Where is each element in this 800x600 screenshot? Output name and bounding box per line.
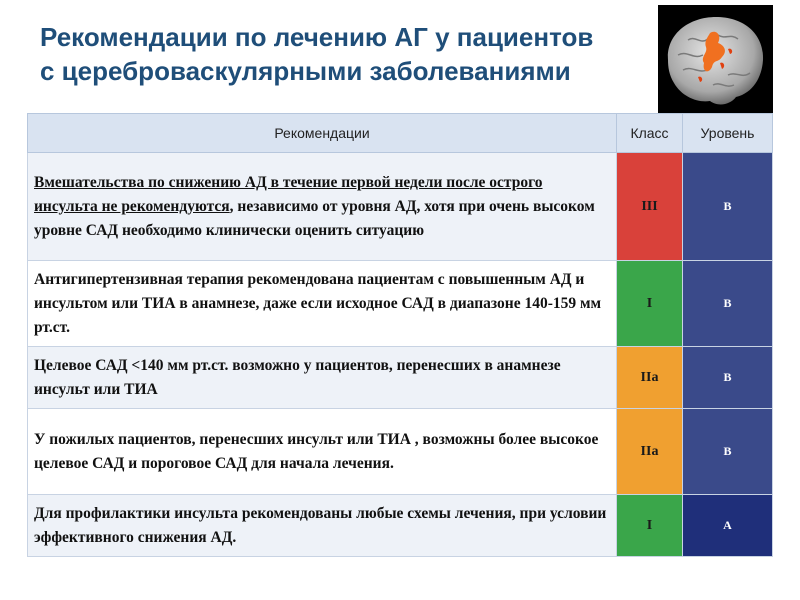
- class-cell: I: [617, 261, 683, 347]
- recommendations-table: [27, 113, 773, 557]
- recommendation-text: Для профилактики инсульта рекомендованы любые схемы лечения, при условии эффективного снижения АД.: [34, 504, 607, 546]
- title-line-2: с цереброваскулярными заболеваниями: [40, 56, 571, 86]
- class-cell: I: [617, 495, 683, 557]
- recommendation-cell: [28, 153, 617, 261]
- level-cell: B: [683, 153, 773, 261]
- recommendation-cell: [28, 347, 617, 409]
- table-row: [28, 495, 773, 557]
- page-title: [40, 20, 680, 88]
- class-cell: III: [617, 153, 683, 261]
- class-cell: IIa: [617, 409, 683, 495]
- header-level: Уровень: [683, 114, 773, 153]
- recommendation-text: Антигипертензивная терапия рекомендована пациентам с повышенным АД и инсультом или ТИА в анамнезе, даже если исходное САД в диапазоне 140-159 мм рт.ст.: [34, 270, 602, 336]
- table-row: [28, 261, 773, 347]
- recommendation-text: , независимо от уровня АД, хотя при очень высоком уровне САД необходимо клинически оценить ситуацию: [34, 197, 595, 239]
- header-recommendations: Рекомендации: [28, 114, 617, 153]
- table-row: [28, 153, 773, 261]
- header-class: Класс: [617, 114, 683, 153]
- recommendation-cell: [28, 409, 617, 495]
- table-header-row: [28, 114, 773, 153]
- recommendation-text: Целевое САД <140 мм рт.ст. возможно у пациентов, перенесших в анамнезе инсульт или ТИА: [34, 356, 561, 398]
- class-cell: IIa: [617, 347, 683, 409]
- level-cell: B: [683, 261, 773, 347]
- recommendation-cell: [28, 495, 617, 557]
- brain-icon: [658, 5, 773, 115]
- recommendations-table-container: [27, 113, 772, 558]
- level-cell: A: [683, 495, 773, 557]
- title-line-1: Рекомендации по лечению АГ у пациентов: [40, 22, 594, 52]
- table-row: [28, 409, 773, 495]
- recommendation-cell: [28, 261, 617, 347]
- brain-scan-image: [658, 5, 773, 115]
- recommendation-text: У пожилых пациентов, перенесших инсульт или ТИА , возможны более высокое целевое САД и пороговое САД для начала лечения.: [34, 430, 599, 472]
- level-cell: B: [683, 409, 773, 495]
- level-cell: B: [683, 347, 773, 409]
- recommendation-underlined-text: Вмешательства по снижению АД в течение первой недели после острого инсульта не рекомендуются: [34, 173, 543, 215]
- table-row: [28, 347, 773, 409]
